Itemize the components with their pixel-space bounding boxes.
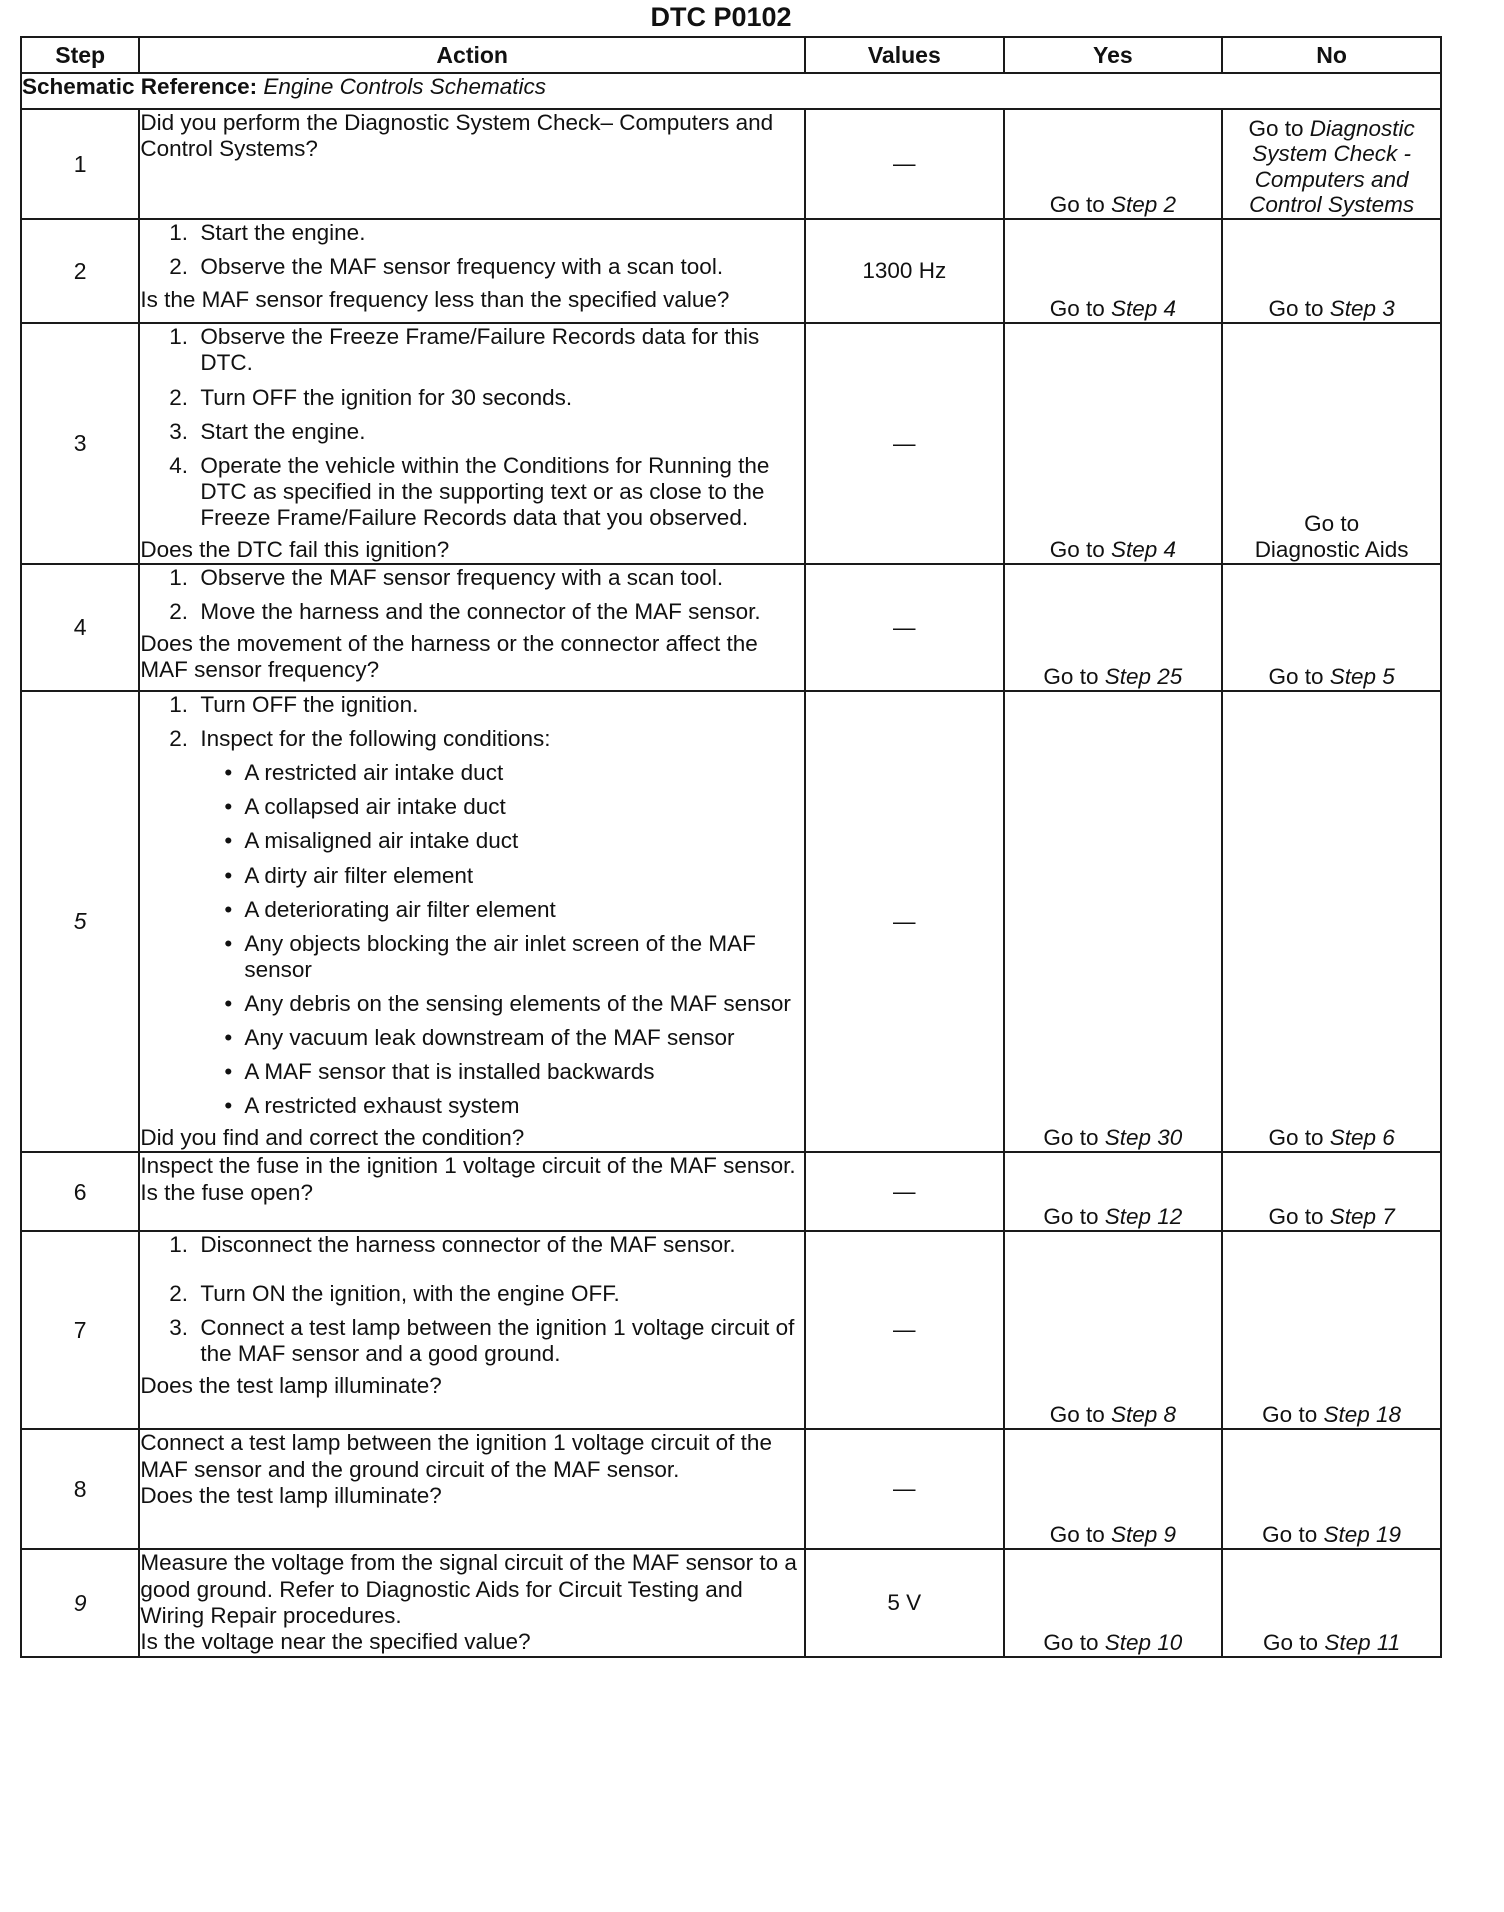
table-row: [21, 691, 1441, 1152]
action-text: Did you perform the Diagnostic System Check– Computers and Control Systems?: [140, 110, 774, 162]
table-row: [21, 219, 1441, 323]
step-number: 8: [21, 1429, 139, 1549]
action-question: Does the movement of the harness or the connector affect the MAF sensor frequency?: [140, 631, 758, 683]
step-number: 9: [21, 1549, 139, 1657]
action-cell: [139, 1152, 805, 1231]
action-cell: [139, 1231, 805, 1429]
no-cell: Go to Step 5: [1222, 564, 1441, 691]
value-cell: —: [805, 691, 1003, 1152]
yes-cell: Go to Step 2: [1004, 109, 1223, 219]
action-step: 1. Turn OFF the ignition.: [194, 692, 804, 718]
step-number: 4: [21, 564, 139, 691]
no-cell: Go to Diagnostic Aids: [1222, 323, 1441, 564]
action-question: Is the MAF sensor frequency less than the specified value?: [140, 286, 730, 312]
condition-item: • A misaligned air intake duct: [224, 828, 804, 854]
action-step: 3. Start the engine.: [194, 419, 804, 445]
condition-item: • A deteriorating air filter element: [224, 897, 804, 923]
yes-cell: Go to Step 8: [1004, 1231, 1223, 1429]
schematic-reference-label: Schematic Reference:: [22, 74, 258, 99]
action-step: 1. Disconnect the harness connector of the MAF sensor.: [194, 1232, 804, 1258]
condition-item: • A dirty air filter element: [224, 863, 804, 889]
table-row: [21, 564, 1441, 691]
no-cell: Go to Diagnostic System Check - Computers and Control Systems: [1222, 109, 1441, 219]
action-step: 1. Observe the MAF sensor frequency with a scan tool.: [194, 565, 804, 591]
step-number: 7: [21, 1231, 139, 1429]
action-step: 2. Move the harness and the connector of the MAF sensor.: [194, 599, 804, 625]
header-yes: Yes: [1004, 37, 1223, 73]
action-step: 2. Turn OFF the ignition for 30 seconds.: [194, 385, 804, 411]
yes-cell: Go to Step 30: [1004, 691, 1223, 1152]
value-cell: —: [805, 1231, 1003, 1429]
action-step: 4. Operate the vehicle within the Conditions for Running the DTC as specified in the supporting text or as close to the Freeze Frame/Failure Records data that you observed.: [194, 453, 804, 531]
step-number: 1: [21, 109, 139, 219]
condition-item: • Any objects blocking the air inlet screen of the MAF sensor: [224, 931, 804, 983]
value-cell: —: [805, 564, 1003, 691]
condition-item: • A collapsed air intake duct: [224, 794, 804, 820]
step-number: 2: [21, 219, 139, 323]
header-action: Action: [139, 37, 805, 73]
header-no: No: [1222, 37, 1441, 73]
value-cell: —: [805, 1429, 1003, 1549]
step-number: 3: [21, 323, 139, 564]
table-row: [21, 323, 1441, 564]
header-values: Values: [805, 37, 1003, 73]
header-step: Step: [21, 37, 139, 73]
value-cell: —: [805, 1152, 1003, 1231]
condition-item: • A restricted air intake duct: [224, 760, 804, 786]
table-row: [21, 1549, 1441, 1657]
yes-cell: Go to Step 4: [1004, 219, 1223, 323]
action-cell: [139, 323, 805, 564]
value-cell: 1300 Hz: [805, 219, 1003, 323]
action-question: Does the test lamp illuminate?: [140, 1482, 442, 1508]
action-question: Does the test lamp illuminate?: [140, 1372, 442, 1398]
yes-cell: Go to Step 25: [1004, 564, 1223, 691]
condition-item: • Any vacuum leak downstream of the MAF sensor: [224, 1025, 804, 1051]
schematic-reference: [21, 73, 1441, 109]
action-cell: [139, 1549, 805, 1657]
action-step: 2. Turn ON the ignition, with the engine OFF.: [194, 1281, 804, 1307]
no-cell: Go to Step 6: [1222, 691, 1441, 1152]
yes-cell: Go to Step 4: [1004, 323, 1223, 564]
conditions-list: [200, 760, 804, 1119]
action-step: 1. Start the engine.: [194, 220, 804, 246]
action-question: Is the voltage near the specified value?: [140, 1628, 531, 1654]
no-cell: Go to Step 3: [1222, 219, 1441, 323]
action-cell: [139, 1429, 805, 1549]
value-cell: 5 V: [805, 1549, 1003, 1657]
action-step: 2. Inspect for the following conditions: • A restricted air intake duct • A collapsed air intake duct • A misaligned air intake duct • A dirty air filter element • A deteriorating air filter element • Any objects blocking the air inlet screen of the MAF sensor • Any debris on the sensing elements of the MAF sensor • Any vacuum leak downstream of the MAF sensor • A MAF sensor that is installed backwards • A restricted exhaust system: [194, 726, 804, 1119]
action-cell: [139, 691, 805, 1152]
condition-item: • A restricted exhaust system: [224, 1093, 804, 1119]
yes-cell: Go to Step 9: [1004, 1429, 1223, 1549]
action-step: 3. Connect a test lamp between the ignition 1 voltage circuit of the MAF sensor and a good ground.: [194, 1315, 804, 1367]
no-cell: Go to Step 11: [1222, 1549, 1441, 1657]
condition-item: • Any debris on the sensing elements of the MAF sensor: [224, 991, 804, 1017]
schematic-reference-row: [21, 73, 1441, 109]
no-cell: Go to Step 19: [1222, 1429, 1441, 1549]
condition-item: • A MAF sensor that is installed backwards: [224, 1059, 804, 1085]
action-text: Measure the voltage from the signal circuit of the MAF sensor to a good ground. Refer to Diagnostic Aids for Circuit Testing and Wiring Repair procedures.: [140, 1550, 797, 1628]
action-text: Connect a test lamp between the ignition 1 voltage circuit of the MAF sensor and the ground circuit of the MAF sensor.: [140, 1430, 772, 1482]
action-cell: [139, 564, 805, 691]
table-row: [21, 1152, 1441, 1231]
action-text: Inspect the fuse in the ignition 1 voltage circuit of the MAF sensor.: [140, 1153, 796, 1179]
table-row: [21, 1429, 1441, 1549]
step-number: 5: [21, 691, 139, 1152]
action-cell: [139, 219, 805, 323]
no-cell: Go to Step 18: [1222, 1231, 1441, 1429]
action-question: Is the fuse open?: [140, 1179, 313, 1205]
dtc-table: [20, 36, 1442, 1658]
value-cell: —: [805, 323, 1003, 564]
action-step: 1. Observe the Freeze Frame/Failure Records data for this DTC.: [194, 324, 804, 376]
schematic-reference-value: Engine Controls Schematics: [263, 74, 547, 99]
yes-cell: Go to Step 12: [1004, 1152, 1223, 1231]
no-cell: Go to Step 7: [1222, 1152, 1441, 1231]
action-step: 2. Observe the MAF sensor frequency with a scan tool.: [194, 254, 804, 280]
header-row: [21, 37, 1441, 73]
yes-cell: Go to Step 10: [1004, 1549, 1223, 1657]
action-question: Did you find and correct the condition?: [140, 1125, 525, 1151]
action-cell: [139, 109, 805, 219]
step-number: 6: [21, 1152, 139, 1231]
table-row: [21, 109, 1441, 219]
action-question: Does the DTC fail this ignition?: [140, 537, 450, 563]
document-title: DTC P0102: [650, 2, 792, 32]
table-row: [21, 1231, 1441, 1429]
value-cell: —: [805, 109, 1003, 219]
